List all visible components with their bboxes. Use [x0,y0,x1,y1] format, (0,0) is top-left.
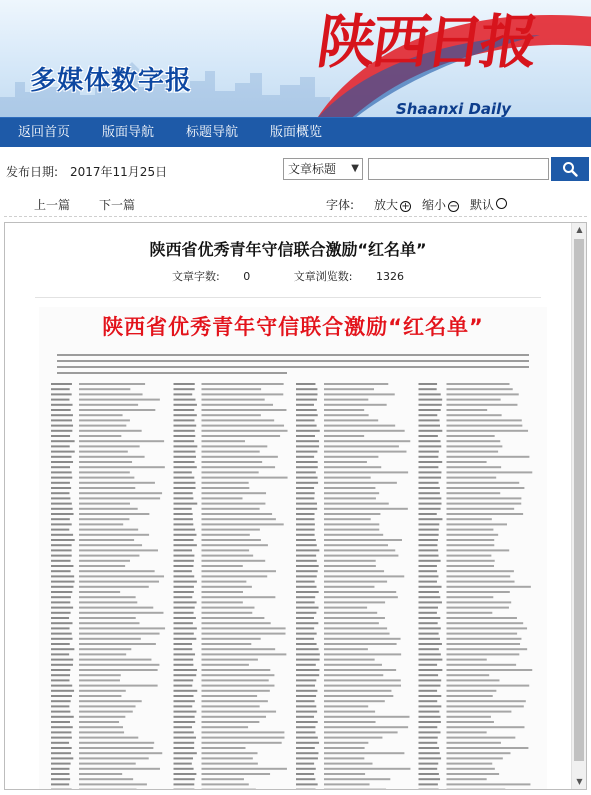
search-button[interactable] [551,157,589,181]
nav-home[interactable]: 返回首页 [18,125,71,140]
font-default-label: 默认 [470,198,495,212]
search-input[interactable] [368,158,549,180]
newspaper-intro-text [57,353,529,377]
newspaper-image [39,307,547,790]
nav-page-overview[interactable]: 版面概览 [270,125,323,140]
scroll-down-arrow-icon[interactable]: ▼ [576,777,583,786]
newspaper-headline: 陕西省优秀青年守信联合激励“红名单” [102,315,484,339]
newspaper-logo: 陕西日报 [313,8,539,76]
minus-circle-icon: − [449,201,458,212]
word-count [162,270,260,283]
word-count-label: 文章字数: [172,270,220,283]
article-toolbar [4,189,587,217]
prev-article-link[interactable]: 上一篇 [34,198,71,212]
font-size-label: 字体: [326,198,355,212]
main-nav [0,117,591,147]
circle-icon [496,198,507,209]
search-type-value: 文章标题 [288,162,337,176]
publish-date-label: 发布日期: [6,165,59,179]
font-shrink-label: 缩小 [422,198,447,212]
article-title: 陕西省优秀青年守信联合激励“红名单” [149,240,427,259]
article-frame [4,222,587,790]
site-title: 多媒体数字报 [30,66,193,96]
font-enlarge-button[interactable] [374,196,411,213]
nav-page-navigation[interactable]: 版面导航 [102,125,155,140]
font-default-button[interactable] [470,196,507,213]
word-count-value: 0 [243,270,251,283]
search-type-select[interactable] [283,158,363,180]
plus-circle-icon: + [401,201,410,212]
newspaper-logo-english: Shaanxi Daily [396,100,512,117]
divider [35,297,541,298]
chevron-down-icon: ▼ [351,163,359,174]
publish-date-value: 2017年11月25日 [70,165,168,179]
next-article-link[interactable]: 下一篇 [99,198,136,212]
scrollbar-thumb[interactable] [574,239,584,761]
scroll-up-arrow-icon[interactable]: ▲ [576,225,583,234]
view-count-value: 1326 [375,270,404,283]
view-count [284,270,414,283]
search-icon [562,161,578,177]
article-stats [5,268,571,284]
nav-title-navigation[interactable]: 标题导航 [186,125,239,140]
view-count-label: 文章浏览数: [293,270,353,283]
font-shrink-button[interactable] [422,196,459,213]
newspaper-list-columns [49,381,539,790]
font-enlarge-label: 放大 [374,198,399,212]
vertical-scrollbar[interactable] [571,223,586,789]
header-banner [0,0,591,117]
